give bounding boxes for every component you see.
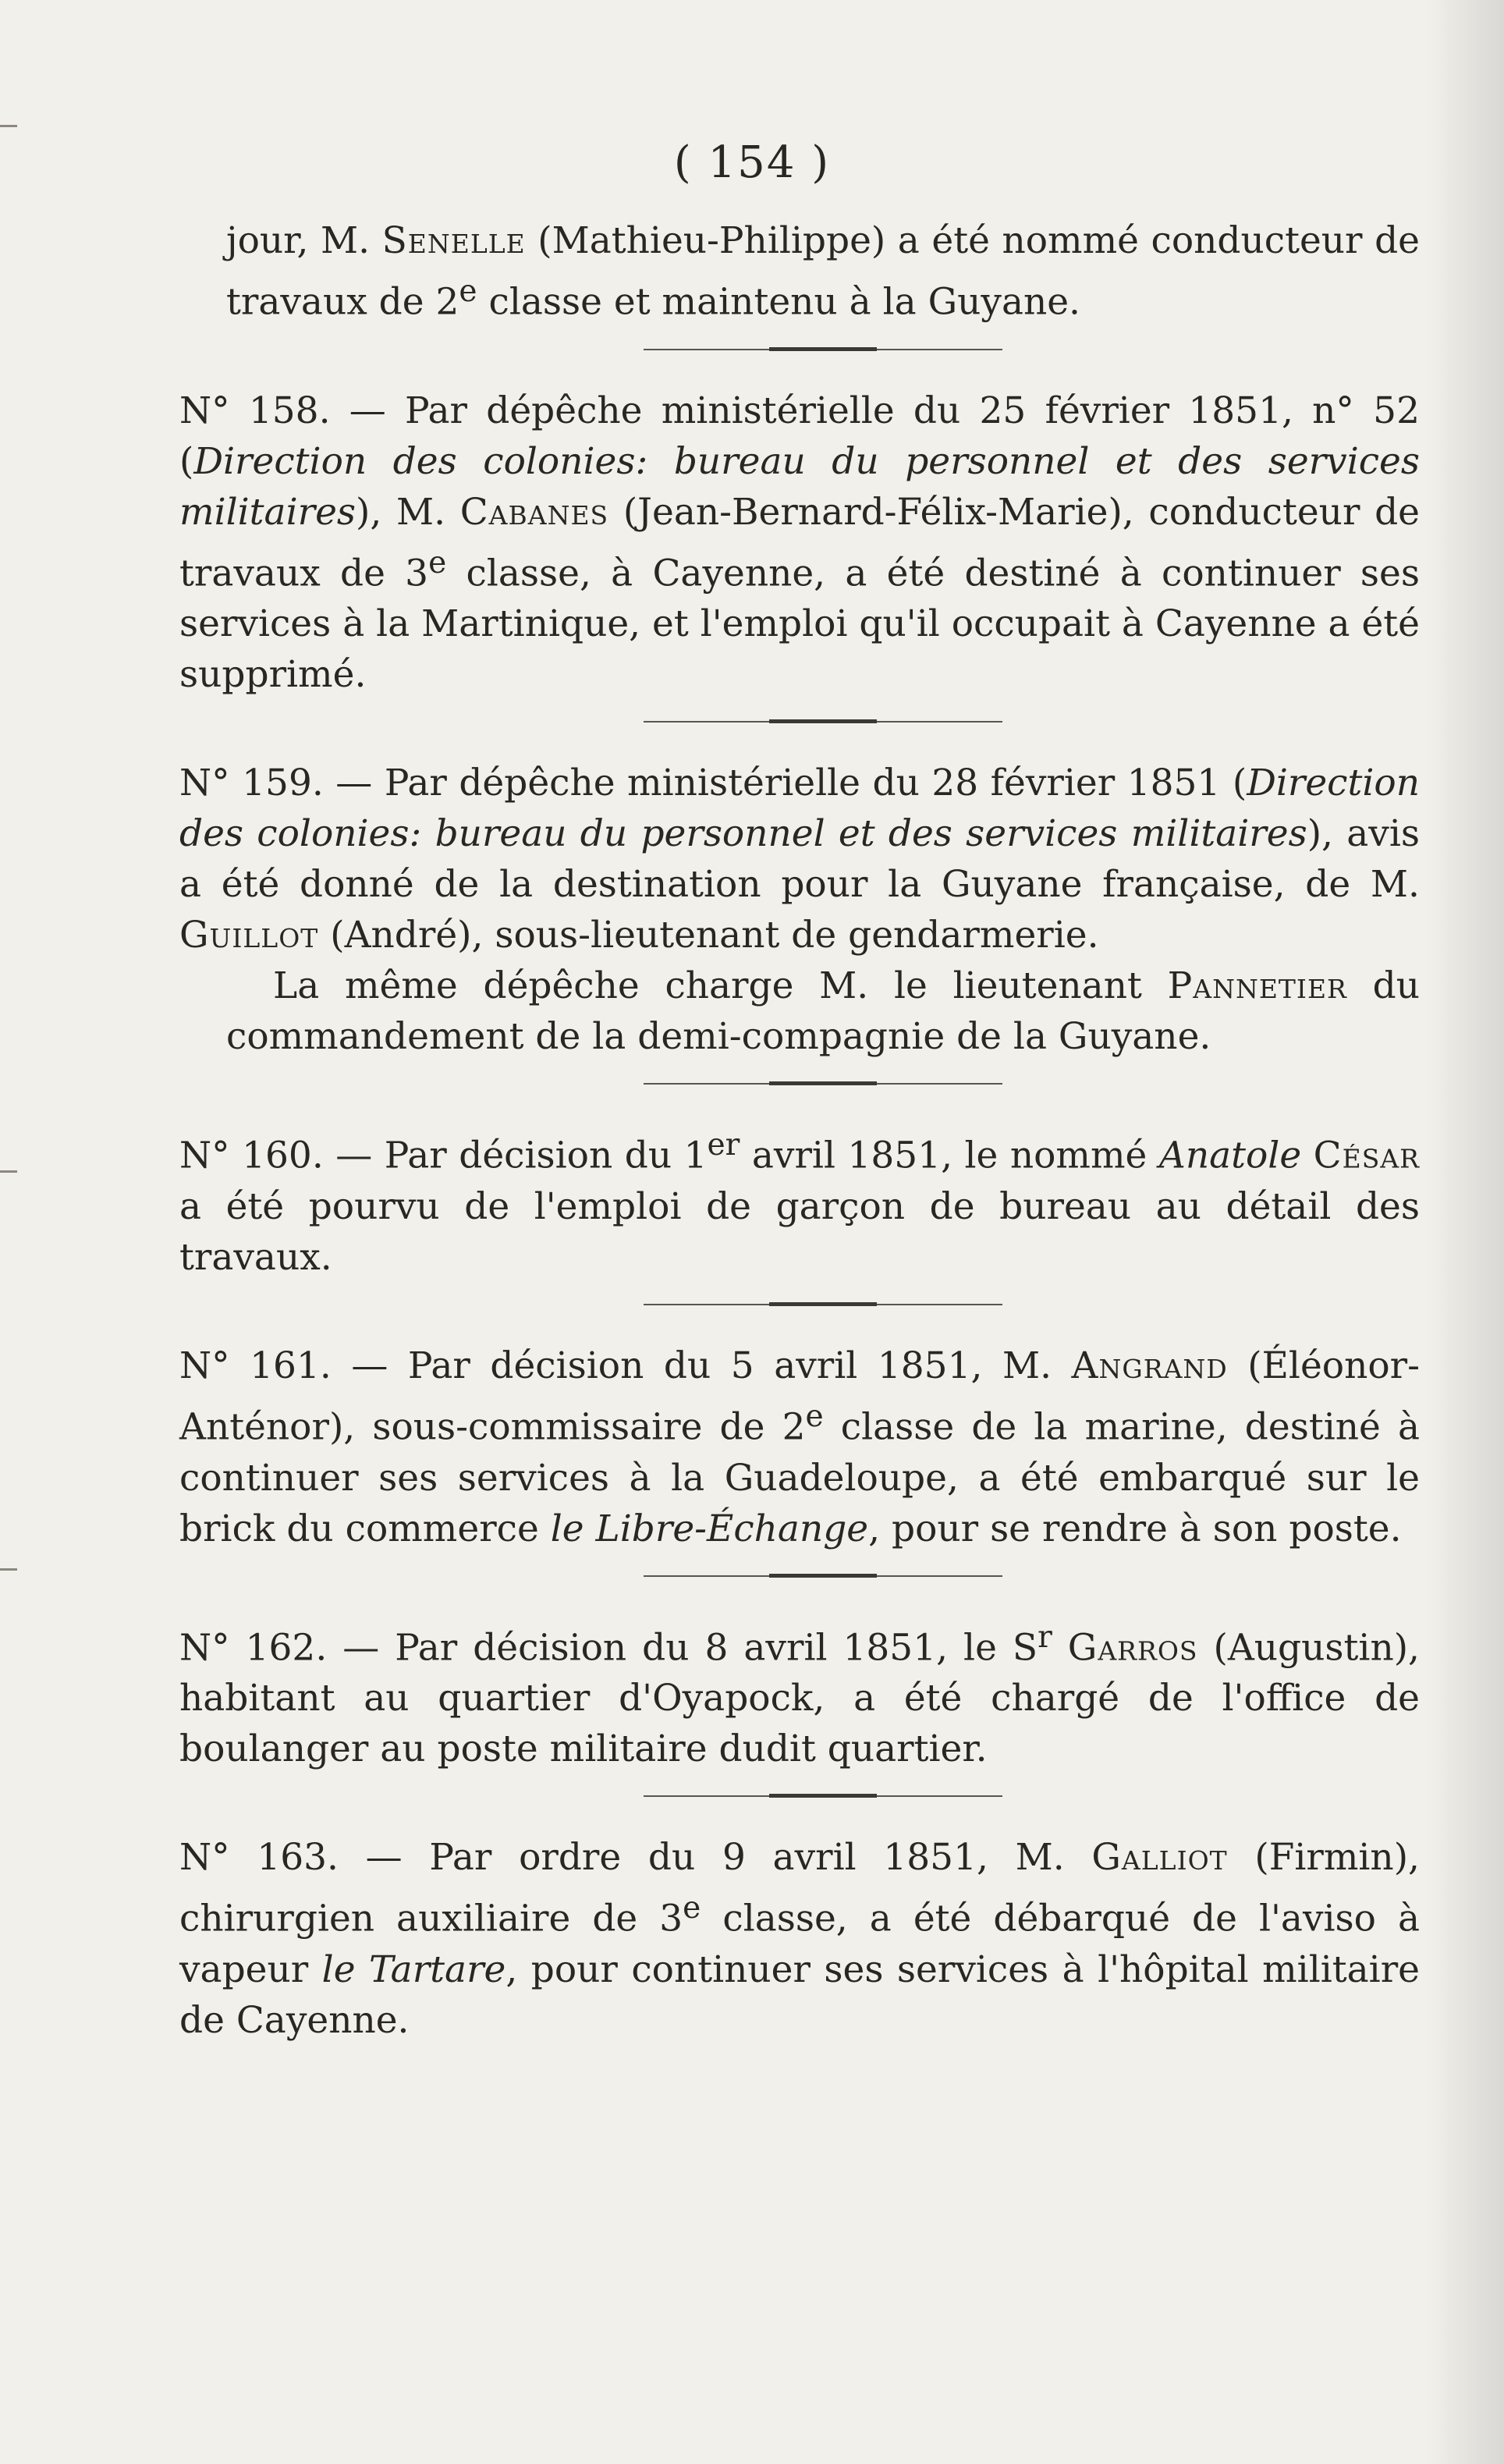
paragraph-intro: jour, M. Senelle (Mathieu-Philippe) a été nommé conducteur de travaux de 2e classe et maintenu à la Guyane. <box>226 219 1420 324</box>
person-name: Garros <box>1067 1626 1198 1670</box>
page-number: ( 154 ) <box>673 137 831 188</box>
paragraph: N° 162. — Par décision du 8 avril 1851, le $S^r$ Garros (Augustin), habitant au quartier d'Oyapock, a été chargé de l'office de boulanger au poste militaire dudit quartier. <box>179 1619 1420 1771</box>
entry-162 <box>179 1612 1420 1775</box>
paragraph: N° 159. — Par dépêche ministérielle du 28 février 1851 (Direction des colonies: bureau du personnel et des services militaires), avis a été donné de la destination pour la Guyane française, de M. Guillot (André), sous-lieutenant de gendarmerie. <box>179 762 1420 957</box>
entry-163 <box>179 1832 1420 2046</box>
section-separator <box>644 1568 1002 1584</box>
person-name: Senelle <box>381 219 526 262</box>
person-name: Pannetier <box>1167 964 1347 1008</box>
entry-160 <box>179 1120 1420 1283</box>
page-fold-shadow <box>1426 0 1504 2464</box>
paragraph: N° 158. — Par dépêche ministérielle du 25 février 1851, n° 52 (Direction des colonies: bureau du personnel et des services militaires), M. Cabanes (Jean-Bernard-Félix-Marie), conducteur de travaux de 3e classe, à Cayenne, a été destiné à continuer ses services à la Martinique, et l'emploi qu'il occupait à Cayenne a été supprimé. <box>179 389 1420 697</box>
paragraph: N° 160. — Par décision du 1er avril 1851, le nommé Anatole César a été pourvu de l'emploi de garçon de bureau au détail des travaux. <box>179 1127 1420 1279</box>
section-separator <box>644 342 1002 357</box>
entry-158 <box>179 385 1420 701</box>
text-block <box>179 215 1420 2046</box>
margin-tick <box>0 125 17 127</box>
section-separator <box>644 1076 1002 1092</box>
person-name: Guillot <box>179 914 319 957</box>
paragraph: N° 161. — Par décision du 5 avril 1851, M. Angrand (Éléonor-Anténor), sous-commissaire de 2e classe de la marine, destiné à continuer ses services à la Guadeloupe, a été embarqué sur le brick du commerce le Libre-Échange, pour se rendre à son poste. <box>179 1344 1420 1550</box>
paragraph: La même dépêche charge M. le lieutenant Pannetier du commandement de la demi-compagnie de la Guyane. <box>226 964 1420 1059</box>
section-separator <box>644 714 1002 730</box>
section-separator <box>644 1297 1002 1312</box>
paragraph: N° 163. — Par ordre du 9 avril 1851, M. Galliot (Firmin), chirurgien auxiliaire de 3e classe, a été débarqué de l'aviso à vapeur le Tartare, pour continuer ses services à l'hôpital militaire de Cayenne. <box>179 1836 1420 2042</box>
entry-159 <box>179 758 1420 1062</box>
person-name: Cabanes <box>459 490 609 534</box>
margin-tick <box>0 1568 17 1571</box>
person-name: Angrand <box>1071 1344 1228 1387</box>
entry-161 <box>179 1340 1420 1554</box>
person-name: Galliot <box>1091 1836 1228 1880</box>
margin-tick <box>0 1170 17 1173</box>
person-name: César <box>1313 1134 1420 1177</box>
section-separator <box>644 1788 1002 1804</box>
